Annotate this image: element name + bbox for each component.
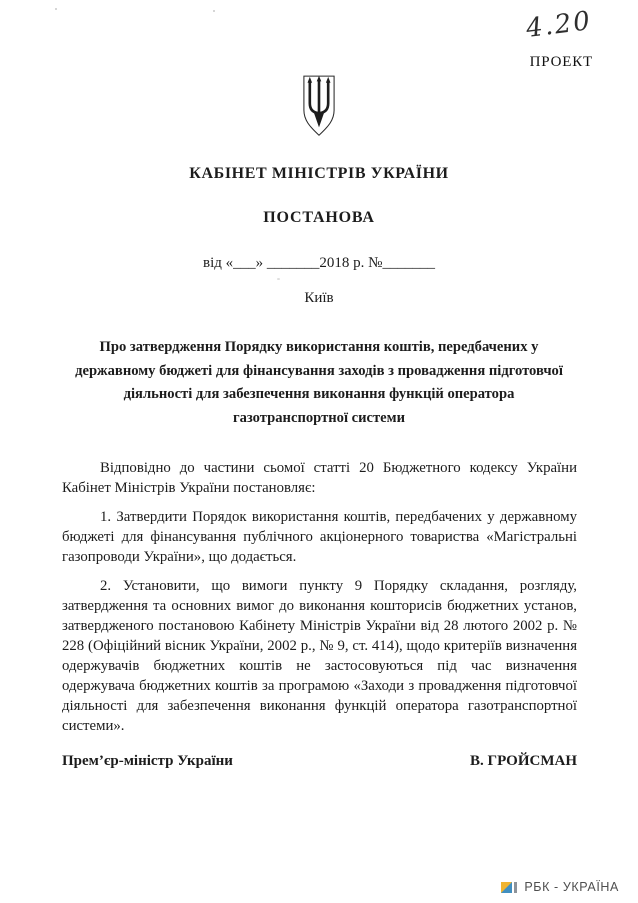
document-type-heading: ПОСТАНОВА — [263, 209, 375, 226]
scan-speck — [213, 10, 215, 12]
body-paragraph-preamble: Відповідно до частини сьомої статті 20 Бюджетного кодексу України Кабінет Міністрів України постановляє: — [62, 459, 577, 496]
rbc-ukraine-logo-icon — [501, 882, 512, 893]
institution-title: КАБІНЕТ МІНІСТРІВ УКРАЇНИ — [189, 165, 449, 182]
watermark-label: РБК - УКРАЇНА — [524, 880, 619, 894]
body-paragraph-item-2: 2. Установити, що вимоги пункту 9 Порядку складання, розгляду, затвердження та основних вимог до виконання кошторисів бюджетних установ, затвердженого постановою Кабінету Міністрів України від 28 лютого 2002 р. № 228 (Офіційний вісник України, 2002 р., № 9, ст. 414), щодо критеріїв визначення одержувачів бюджетних коштів не застосовуються під час визначення одержувача бюджетних коштів за програмою «Заходи з провадження підготовчої діяльності для забезпечення виконання функцій оператора газотранспортної системи». — [62, 577, 577, 734]
document-title-line: державному бюджеті для фінансування заходів з провадження підготовчої — [75, 362, 563, 379]
signature-row — [0, 753, 638, 770]
signature-name: В. ГРОЙСМАН — [470, 752, 577, 769]
handwritten-page-number: 4.20 — [524, 6, 594, 44]
ukraine-trident-emblem-icon — [298, 66, 340, 148]
document-body — [0, 458, 638, 736]
scan-speck — [277, 278, 280, 280]
scan-speck — [55, 8, 57, 10]
document-title — [0, 336, 638, 431]
document-title-line: Про затвердження Порядку використання коштів, передбачених у — [99, 339, 539, 355]
draft-label: ПРОЕКТ — [529, 54, 593, 70]
body-paragraph-item-1: 1. Затвердити Порядок використання коштів, передбачених у державному бюджеті для фінансування публічного акціонерного товариства «Магістральні газопроводи України», що додається. — [62, 508, 577, 565]
document-title-line: газотранспортної системи — [232, 410, 406, 427]
document-title-line: діяльності для забезпечення виконання функцій оператора — [123, 386, 515, 403]
watermark — [501, 880, 619, 894]
rbc-logo-bar-icon — [514, 882, 517, 893]
date-number-line: від «___» _______2018 р. №_______ — [203, 255, 435, 271]
city-line: Київ — [304, 290, 334, 306]
signature-post: Прем’єр-міністр України — [62, 752, 233, 769]
